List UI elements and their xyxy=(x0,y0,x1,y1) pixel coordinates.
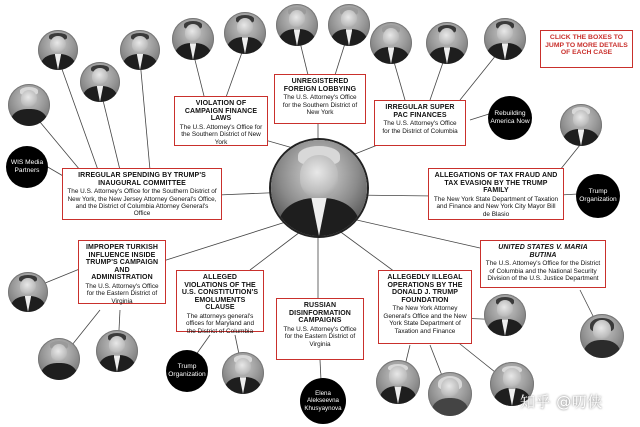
person-photo xyxy=(484,18,526,60)
person-photo xyxy=(484,294,526,336)
case-desc: The U.S. Attorney's Office for the District of Columbia xyxy=(382,120,458,135)
case-box-disinfo[interactable] xyxy=(276,298,364,360)
case-desc: The U.S. Attorney's Office for the Eastern District of Virginia xyxy=(283,325,357,348)
case-title: ALLEGEDLY ILLEGAL OPERATIONS BY THE DONALD J. TRUMP FOUNDATION xyxy=(387,274,463,304)
case-desc: The New York Attorney General's Office and the New York State Department of Taxation and Finance xyxy=(383,305,467,335)
person-photo xyxy=(328,4,370,46)
person-photo xyxy=(426,22,468,64)
case-desc: The U.S. Attorney's Office for the Southern District of New York, the New Jersey Attorney General's Office, and the District of Columbia Attorney General's Office xyxy=(67,188,217,218)
person-photo xyxy=(38,30,78,70)
person-photo xyxy=(172,18,214,60)
person-photo xyxy=(580,314,624,358)
case-title: RUSSIAN DISINFORMATION CAMPAIGNS xyxy=(289,302,351,325)
case-title: IRREGULAR SPENDING BY TRUMP'S INAUGURAL COMMITTEE xyxy=(78,172,206,187)
case-box-super-pac[interactable] xyxy=(374,100,466,146)
person-photo xyxy=(38,338,80,380)
person-photo xyxy=(276,4,318,46)
case-box-turkish[interactable] xyxy=(78,240,166,304)
case-box-tax-fraud[interactable] xyxy=(428,168,564,220)
case-desc: The U.S. Attorney's Office for the District of Columbia and the National Security Division of the U.S. Justice Department xyxy=(485,260,601,282)
entity-wis-media-partners[interactable]: WIS Media Partners xyxy=(6,146,48,188)
person-photo xyxy=(8,84,50,126)
person-photo xyxy=(96,330,138,372)
case-box-campaign-finance[interactable] xyxy=(174,96,268,146)
case-box-butina[interactable] xyxy=(480,240,606,288)
case-box-foundation[interactable] xyxy=(378,270,472,344)
case-title: UNITED STATES V. MARIA BUTINA xyxy=(498,244,588,259)
case-desc: The U.S. Attorney's Office for the Southern District of New York xyxy=(179,123,263,146)
person-photo xyxy=(560,104,602,146)
case-desc: The attorneys general's offices for Maryland and the District of Columbia xyxy=(185,312,255,335)
entity-rebuilding-america-now[interactable]: Rebuilding America Now xyxy=(488,96,532,140)
person-photo xyxy=(376,360,420,404)
person-photo xyxy=(8,272,48,312)
jump-instructions-box[interactable]: CLICK THE BOXES TO JUMP TO MORE DETAILS OF EACH CASE xyxy=(540,30,633,68)
person-photo xyxy=(370,22,412,64)
case-title: ALLEGED VIOLATIONS OF THE U.S. CONSTITUTION'S EMOLUMENTS CLAUSE xyxy=(181,274,259,312)
person-photo xyxy=(222,352,264,394)
center-portrait xyxy=(271,140,367,236)
case-desc: The U.S. Attorney's Office for the Southern District of New York xyxy=(282,94,358,116)
case-title: IRREGULAR SUPER PAC FINANCES xyxy=(385,104,455,119)
case-title: ALLEGATIONS OF TAX FRAUD AND TAX EVASION BY THE TRUMP FAMILY xyxy=(434,172,558,195)
person-photo xyxy=(120,30,160,70)
case-title: IMPROPER TURKISH INFLUENCE INSIDE TRUMP'S CAMPAIGN AND ADMINISTRATION xyxy=(85,244,159,282)
person-photo xyxy=(224,12,266,54)
entity-trump-organization-bottom[interactable]: Trump Organization xyxy=(166,350,208,392)
entity-trump-organization-right[interactable]: Trump Organization xyxy=(576,174,620,218)
case-title: UNREGISTERED FOREIGN LOBBYING xyxy=(283,78,357,93)
case-title: VIOLATION OF CAMPAIGN FINANCE LAWS xyxy=(184,100,258,123)
case-box-foreign-lobbying[interactable] xyxy=(274,74,366,124)
person-photo xyxy=(428,372,472,416)
case-box-emoluments[interactable] xyxy=(176,270,264,335)
source-watermark: 知乎 @叨侠 xyxy=(520,393,603,411)
case-desc: The U.S. Attorney's Office for the Eastern District of Virginia xyxy=(85,282,159,305)
person-photo xyxy=(80,62,120,102)
case-box-inaugural[interactable] xyxy=(62,168,222,220)
entity-khusyaynova[interactable]: Elena Alekseevna Khusyaynova xyxy=(300,378,346,424)
case-desc: The New York State Department of Taxation and Finance and New York City Mayor Bill de Blasio xyxy=(433,195,559,218)
